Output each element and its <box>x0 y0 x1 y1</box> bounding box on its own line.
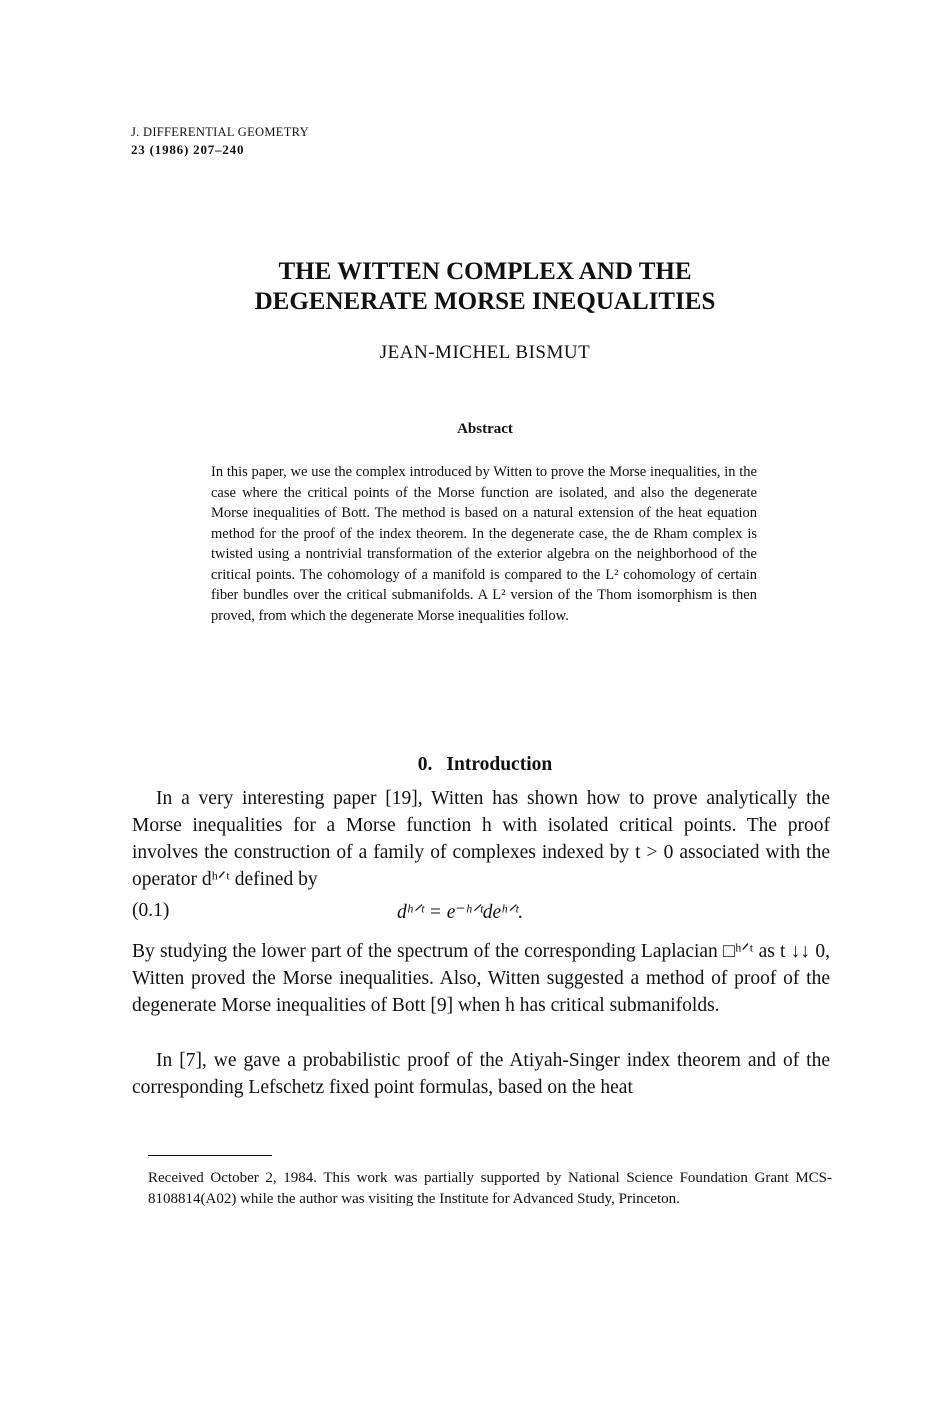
title-line-2: DEGENERATE MORSE INEQUALITIES <box>254 288 716 315</box>
section-title: Introduction <box>446 754 553 775</box>
footnote-rule <box>148 1155 272 1156</box>
intro-paragraph-3: In [7], we gave a probabilistic proof of the Atiyah-Singer index theorem and of the corresponding Lefschetz fixed point formulas, based on the heat <box>132 1050 830 1098</box>
footnote-text: Received October 2, 1984. This work was partially supported by National Science Foundation Grant MCS-8108814(A02) while the author was visiting the Institute for Advanced Study, Princeton. <box>148 1170 832 1207</box>
journal-volume: 23 (1986) 207–240 <box>131 142 245 157</box>
intro-paragraph-1: In a very interesting paper [19], Witten has shown how to prove analytically the Morse inequalities for a Morse function h with isolated critical points. The proof involves the construction of a family of complexes indexed by t > 0 associated with the operator dʰᐟᵗ defined by <box>132 788 830 890</box>
journal-header <box>131 124 309 158</box>
paper-title <box>130 257 840 317</box>
journal-name: J. DIFFERENTIAL GEOMETRY <box>131 125 309 139</box>
equation-body: dʰᐟᵗ = e⁻ʰᐟᵗdeʰᐟᵗ. <box>397 902 524 923</box>
abstract-heading: Abstract <box>457 421 513 437</box>
intro-paragraph-2: By studying the lower part of the spectrum of the corresponding Laplacian □ʰᐟᵗ as t ↓↓ 0, Witten proved the Morse inequalities. Also, Witten suggested a method of proof of the degenerate Morse inequalities of Bott [9] when h has critical submanifolds. <box>132 941 830 1016</box>
equation-0-1 <box>132 900 830 930</box>
title-line-1: THE WITTEN COMPLEX AND THE <box>278 258 692 285</box>
author-name: JEAN-MICHEL BISMUT <box>379 342 591 363</box>
section-number: 0. <box>417 754 433 775</box>
abstract-text: In this paper, we use the complex introduced by Witten to prove the Morse inequalities, in the case where the critical points of the Morse function are isolated, and also the degenerate Morse inequalities of Bott. The method is based on a natural extension of the heat equation method for the proof of the index theorem. In the degenerate case, the de Rham complex is twisted using a nontrivial transformation of the exterior algebra on the neighborhood of the critical points. The cohomology of a manifold is compared to the L² cohomology of certain fiber bundles over the critical submanifolds. A L² version of the Thom isomorphism is then proved, from which the degenerate Morse inequalities follow. <box>211 464 757 624</box>
section-heading <box>130 754 840 776</box>
equation-label: (0.1) <box>132 900 170 921</box>
